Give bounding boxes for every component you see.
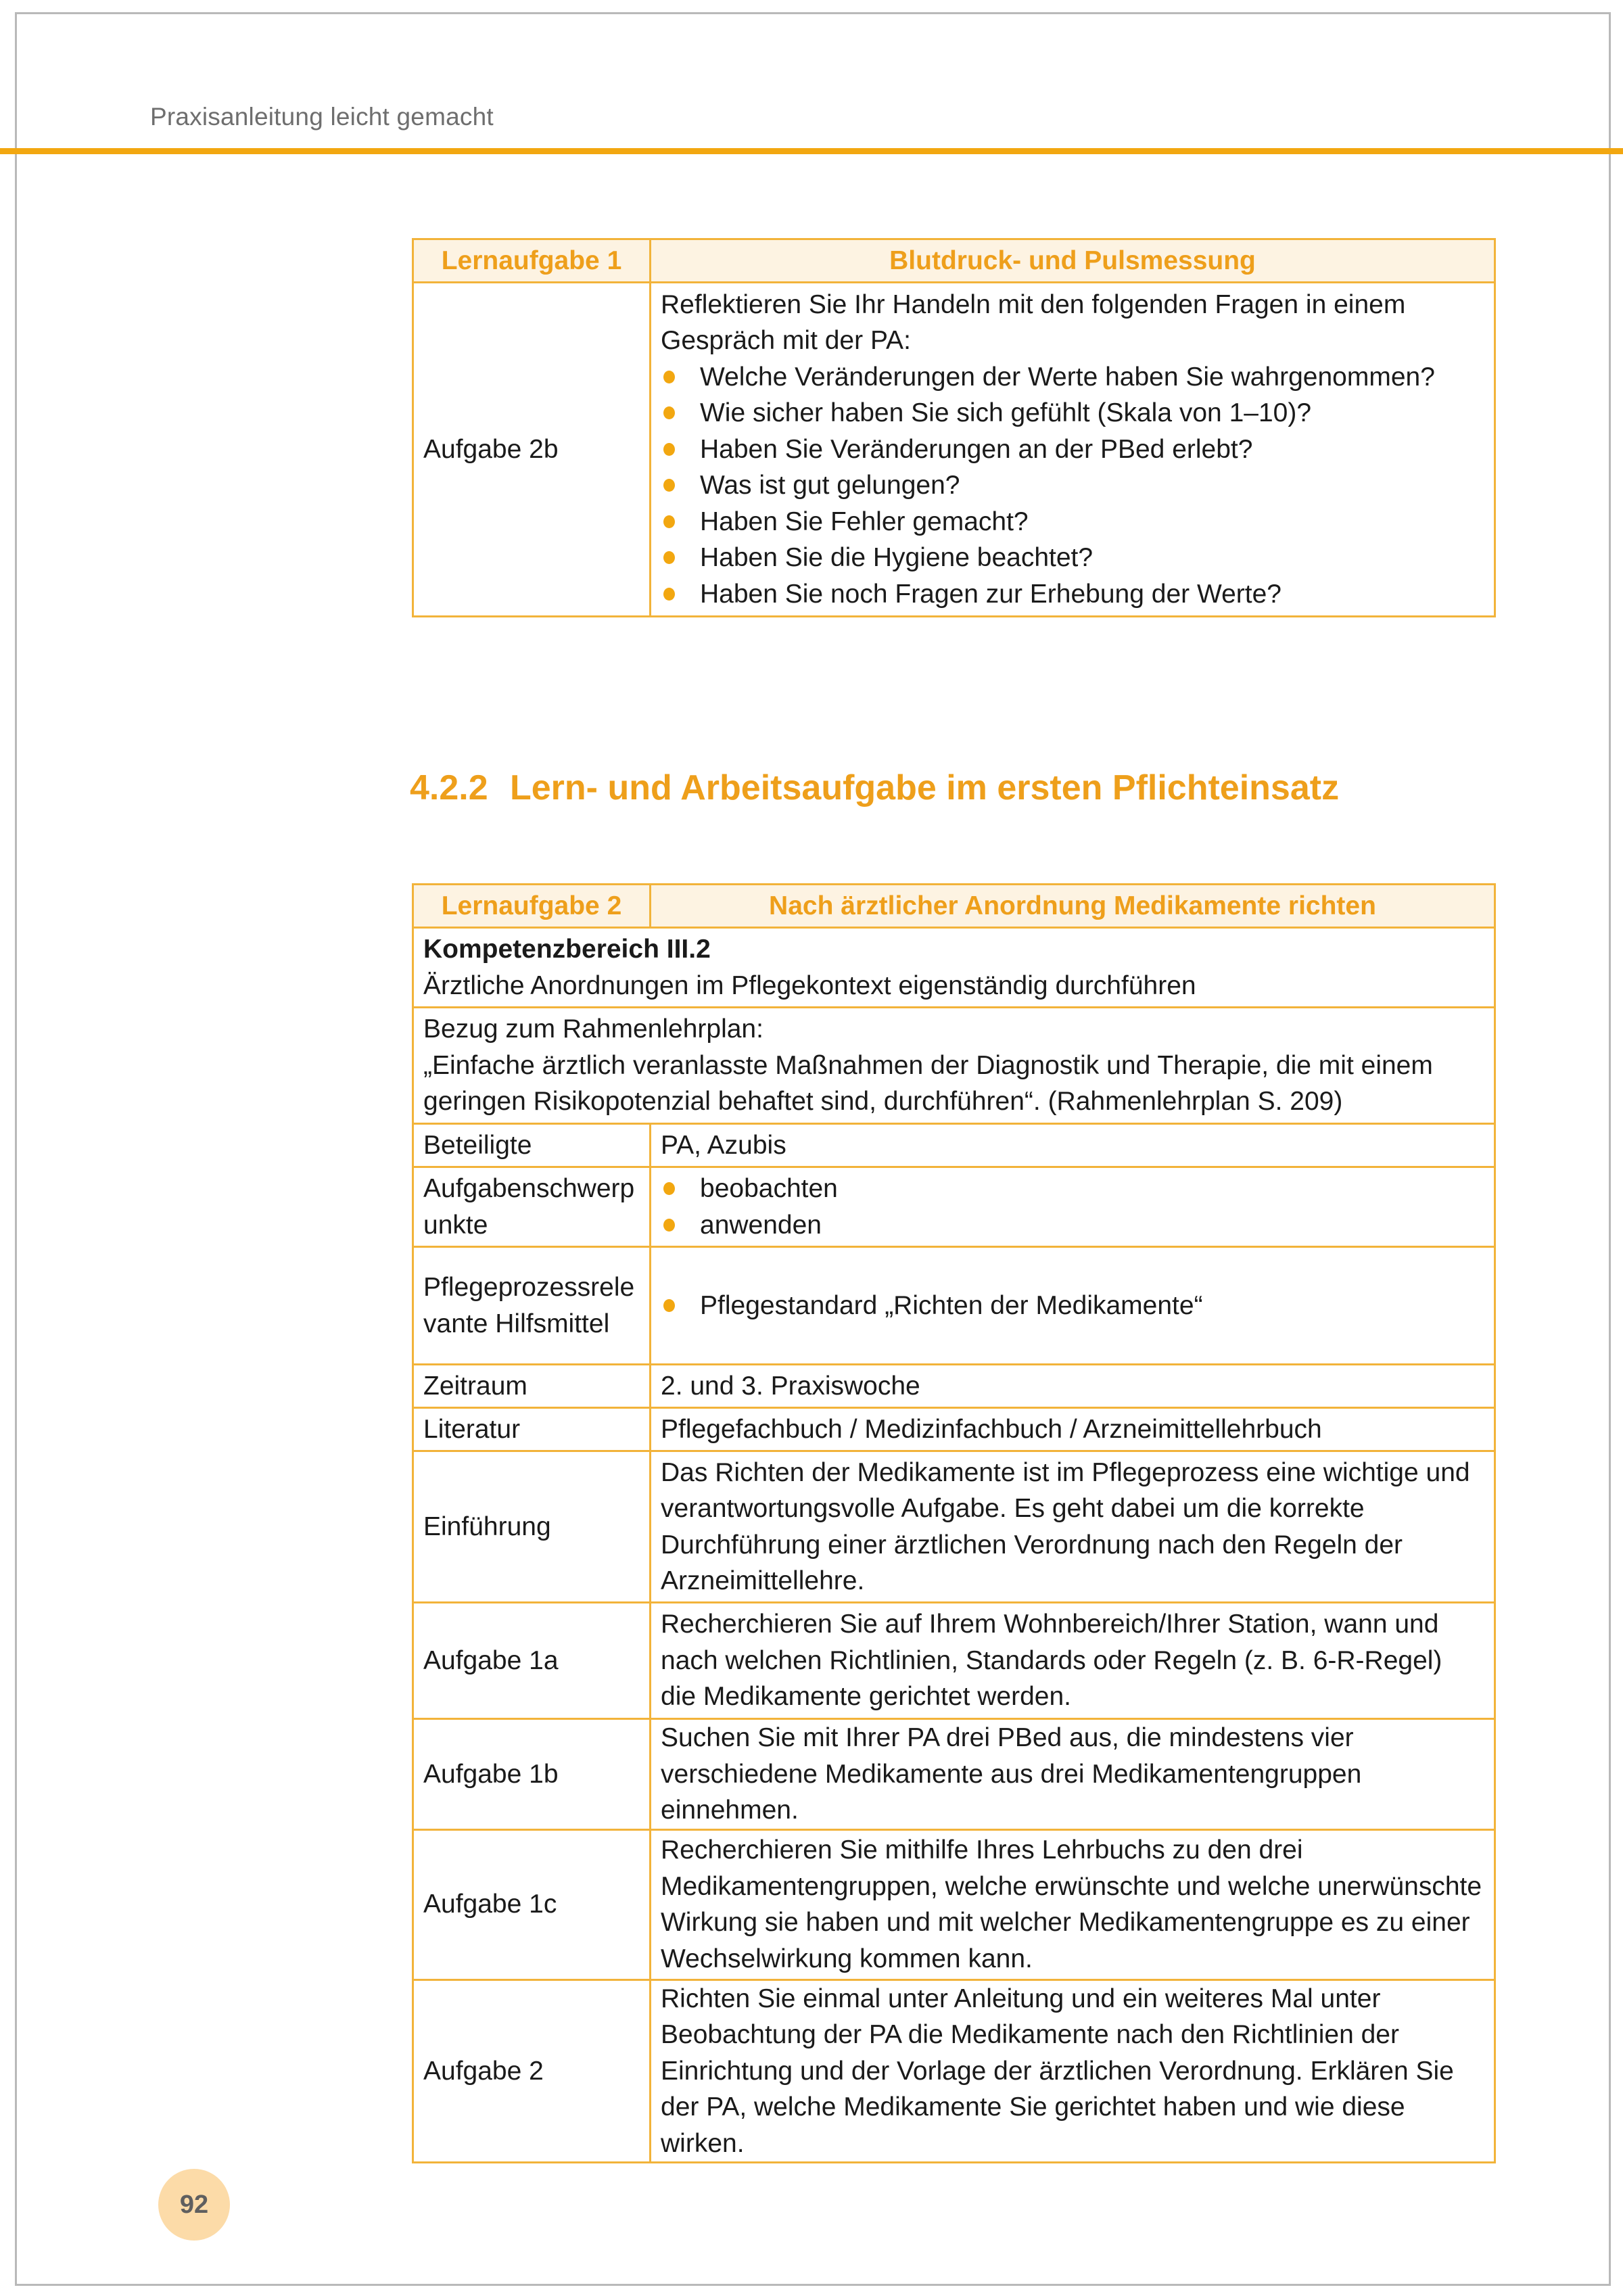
row-label: Einführung (413, 1451, 651, 1603)
curriculum-heading: Bezug zum Rahmenlehrplan: (423, 1014, 763, 1044)
bullet-icon (663, 479, 675, 492)
list-item: Pflegestandard „Richten der Medikamente“ (661, 1288, 1484, 1324)
list-item: beobachten (661, 1171, 1484, 1207)
table-row (413, 1408, 1495, 1451)
row-value (651, 1247, 1495, 1365)
competence-text: Ärztliche Anordnungen im Pflegekontext eigenständig durchführen (423, 970, 1196, 1000)
table-row (413, 1829, 1495, 1979)
bullet-icon (663, 443, 675, 456)
table-row (413, 1451, 1495, 1603)
bullet-icon (663, 551, 675, 564)
row-value: 2. und 3. Praxiswoche (651, 1365, 1495, 1408)
row-label: Aufgabenschwerpunkte (413, 1167, 651, 1247)
table-row (413, 1365, 1495, 1408)
reflection-intro: Reflektieren Sie Ihr Handeln mit den folgenden Fragen in einem Gespräch mit der PA: (661, 289, 1406, 356)
curriculum-cell (413, 1008, 1495, 1124)
row-value: Suchen Sie mit Ihrer PA drei PBed aus, die mindestens vier verschiedene Medikamente aus drei Medikamentengruppen einnehmen. (651, 1719, 1495, 1830)
header-rule (0, 148, 1623, 154)
bullet-icon (663, 1219, 675, 1232)
section-title: Lern- und Arbeitsaufgabe im ersten Pflichteinsatz (510, 768, 1340, 807)
competence-row (413, 928, 1495, 1008)
task-title: Blutdruck- und Pulsmessung (651, 239, 1495, 283)
list-item: anwenden (661, 1207, 1484, 1244)
table-row (413, 1603, 1495, 1719)
table-header-row (413, 239, 1495, 283)
focus-list (661, 1171, 1484, 1243)
table-header-row (413, 885, 1495, 928)
list-item: Haben Sie noch Fragen zur Erhebung der Werte? (661, 576, 1484, 613)
row-value: Das Richten der Medikamente ist im Pflegeprozess eine wichtige und verantwortungsvolle Aufgabe. Es geht dabei um die korrekte Durchführung einer ärztlichen Verordnung nach den Regeln der Arzneimittellehre. (651, 1451, 1495, 1603)
list-item: Haben Sie die Hygiene beachtet? (661, 540, 1484, 576)
table-row (413, 283, 1495, 617)
page-number: 92 (179, 2190, 209, 2219)
list-item: Haben Sie Veränderungen an der PBed erlebt? (661, 431, 1484, 468)
bullet-icon (663, 371, 675, 383)
task-label: Lernaufgabe 1 (413, 239, 651, 283)
row-label: Zeitraum (413, 1365, 651, 1408)
list-item: Was ist gut gelungen? (661, 467, 1484, 504)
table-row (413, 1167, 1495, 1247)
row-label: Aufgabe 1b (413, 1719, 651, 1830)
row-value: Recherchieren Sie mithilfe Ihres Lehrbuchs zu den drei Medikamentengruppen, welche erwünschte und welche unerwünschte Wirkung sie haben und mit welcher Medikamentengruppe es zu einer Wechselwirkung kommen kann. (651, 1829, 1495, 1979)
row-label: Beteiligte (413, 1124, 651, 1167)
table-row (413, 1979, 1495, 2163)
curriculum-row (413, 1008, 1495, 1124)
competence-cell (413, 928, 1495, 1008)
row-value: Pflegefachbuch / Medizinfachbuch / Arzneimittellehrbuch (651, 1408, 1495, 1451)
table-row (413, 1247, 1495, 1365)
curriculum-quote: „Einfache ärztlich veranlasste Maßnahmen der Diagnostik und Therapie, die mit einem geringen Risikopotenzial behaftet sind, durchführen“. (Rahmenlehrplan S. 209) (423, 1050, 1433, 1117)
row-value: PA, Azubis (651, 1124, 1495, 1167)
running-header-title: Praxisanleitung leicht gemacht (150, 103, 494, 131)
bullet-icon (663, 1299, 675, 1312)
list-item: Wie sicher haben Sie sich gefühlt (Skala von 1–10)? (661, 395, 1484, 431)
row-label: Aufgabe 1a (413, 1603, 651, 1719)
bullet-icon (663, 588, 675, 601)
reflection-questions-list (661, 359, 1484, 613)
row-label: Aufgabe 2 (413, 1979, 651, 2163)
row-value: Recherchieren Sie auf Ihrem Wohnbereich/Ihrer Station, wann und nach welchen Richtlinien, Standards oder Regeln (z. B. 6-R-Regel) die Medikamente gerichtet werden. (651, 1603, 1495, 1719)
task-title: Nach ärztlicher Anordnung Medikamente richten (651, 885, 1495, 928)
section-heading (410, 768, 1339, 808)
row-label: Aufgabe 1c (413, 1829, 651, 1979)
bullet-icon (663, 406, 675, 419)
competence-heading: Kompetenzbereich III.2 (423, 935, 711, 964)
learning-task-1-table (412, 238, 1496, 617)
row-label: Literatur (413, 1408, 651, 1451)
row-value: Richten Sie einmal unter Anleitung und ein weiteres Mal unter Beobachtung der PA die Medikamente nach den Richtlinien der Einrichtung und der Vorlage der ärztlichen Verordnung. Erklären Sie der PA, welche Medikamente Sie gerichtet haben und wie diese wirken. (651, 1979, 1495, 2163)
row-label: Pflegeprozessrelevante Hilfsmittel (413, 1247, 651, 1365)
section-number: 4.2.2 (410, 768, 488, 807)
row-content (651, 283, 1495, 617)
page-number-badge (158, 2169, 230, 2241)
list-item: Welche Veränderungen der Werte haben Sie wahrgenommen? (661, 359, 1484, 396)
learning-task-2-table (412, 883, 1496, 2163)
row-value (651, 1167, 1495, 1247)
row-label: Aufgabe 2b (413, 283, 651, 617)
table-row (413, 1719, 1495, 1830)
bullet-icon (663, 515, 675, 528)
table-row (413, 1124, 1495, 1167)
aids-list (661, 1288, 1484, 1324)
bullet-icon (663, 1182, 675, 1195)
list-item: Haben Sie Fehler gemacht? (661, 504, 1484, 540)
task-label: Lernaufgabe 2 (413, 885, 651, 928)
